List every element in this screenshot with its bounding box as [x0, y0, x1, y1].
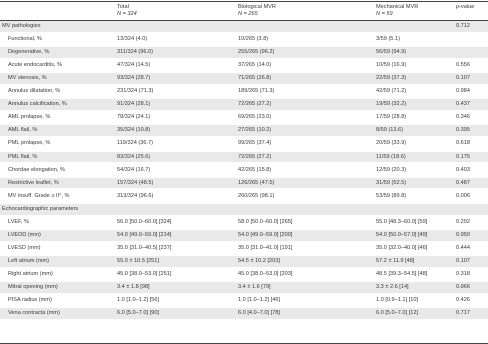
cell-mechanical: 3.3 ± 2.6 [14] — [376, 284, 409, 290]
cell-pvalue: 0.712 — [456, 23, 470, 29]
table-row — [0, 138, 488, 149]
cell-mechanical: 55.0 [48.3–60.0] [59] — [376, 218, 428, 225]
cell-biological: 71/265 (26.8) — [238, 75, 272, 82]
cell-biological: 189/265 (71.3) — [238, 88, 275, 95]
row-label: Annulus dilatation, % — [8, 88, 61, 95]
row-label: Chordae elongation, % — [8, 166, 65, 173]
cell-pvalue: 0.395 — [456, 127, 470, 134]
cell-biological: 45.0 [38.0–53.0] [203] — [238, 270, 293, 277]
cell-mechanical: 35.0 [32.0–40.0] [46] — [376, 244, 428, 251]
cell-total: 56.0 [50.0–60.0] [324] — [117, 218, 172, 225]
cell-total: 119/324 (36.7) — [117, 140, 153, 147]
cell-total: 13/324 (4.0) — [117, 36, 148, 43]
cell-total: 1.0 [1.0–1.2] [56] — [117, 297, 159, 304]
cell-pvalue: 0.444 — [456, 244, 470, 251]
header-total — [117, 4, 137, 18]
cell-biological: 42/265 (15.8) — [238, 166, 272, 173]
row-label: MV insuff. Grade ≥ II°, % — [8, 192, 70, 199]
row-label: PISA radius (mm) — [8, 297, 52, 304]
row-label: Mitral opening (mm) — [8, 284, 58, 290]
row-label: Right atrium (mm) — [8, 270, 53, 277]
cell-total: 157/324 (48.5) — [117, 179, 154, 186]
cell-total: 55.0 ± 10.5 [251] — [117, 257, 159, 264]
cell-mechanical: 53/59 (89.8) — [376, 192, 407, 199]
cell-biological: 255/265 (96.2) — [238, 49, 275, 56]
cell-pvalue: 0.984 — [456, 88, 470, 95]
cell-biological: 6.0 [4.0–7.0] [78] — [238, 310, 280, 317]
row-label: Functional, % — [8, 36, 42, 43]
table-row — [0, 60, 488, 71]
header-mech — [376, 4, 418, 18]
cell-biological: 260/265 (98.1) — [238, 192, 275, 199]
cell-total: 78/324 (24.1) — [117, 114, 151, 121]
cell-pvalue: 0.950 — [456, 231, 470, 238]
table-row — [0, 295, 488, 306]
cell-biological: 69/265 (23.0) — [238, 114, 272, 121]
cell-pvalue: 0.318 — [456, 270, 470, 277]
cell-total: 35/324 (10.8) — [117, 127, 151, 134]
cell-total: 311/324 (96.0) — [117, 49, 153, 56]
row-label: Left atrium (mm) — [8, 257, 50, 264]
cell-mechanical: 3/59 (5.1) — [376, 36, 400, 43]
cell-pvalue: 0.175 — [456, 153, 470, 160]
table-row — [0, 178, 488, 189]
cell-mechanical: 31/59 (52.5) — [376, 179, 407, 186]
cell-pvalue: 0.556 — [456, 62, 470, 69]
cell-mechanical: 56/59 (94.9) — [376, 49, 407, 56]
table-row — [0, 230, 488, 241]
cell-pvalue: 0.107 — [456, 75, 470, 82]
header-mech-title: Mechanical MVR — [376, 4, 419, 10]
table-row — [0, 21, 488, 32]
row-label: LVESD (mm) — [8, 244, 41, 251]
cell-mechanical: 48.5 [39.3–54.5] [48] — [376, 270, 428, 277]
cell-biological: 1.0 [1.0–1.2] [46] — [238, 297, 280, 304]
cell-pvalue: 0.006 — [456, 192, 470, 199]
table-row — [0, 125, 488, 136]
cell-biological: 126/265 (47.5) — [238, 179, 275, 186]
cell-total: 45.0 [38.0–53.0] [251] — [117, 270, 172, 277]
cell-pvalue: 0.618 — [456, 140, 470, 147]
cell-mechanical: 42/59 (71.2) — [376, 88, 407, 95]
cell-mechanical: 54.0 [50.0–57.0] [49] — [376, 231, 428, 238]
cell-mechanical: 1.0 [0.9–1.1] [10] — [376, 297, 418, 304]
cell-mechanical: 10/59 (16.9) — [376, 62, 407, 69]
cell-biological: 37/265 (14.0) — [238, 62, 272, 69]
row-label: Degenerative, % — [8, 49, 50, 56]
cell-pvalue: 0.426 — [456, 297, 470, 304]
table-row — [0, 73, 488, 84]
cell-biological: 99/265 (37.4) — [238, 140, 272, 147]
table-row — [0, 152, 488, 163]
cell-mechanical: 6.0 [5.0–7.0] [12] — [376, 310, 418, 317]
cell-total: 35.0 [31.0–40.5] [237] — [117, 244, 172, 251]
table-row — [0, 99, 488, 110]
cell-total: 91/324 (28.1) — [117, 101, 151, 108]
header-bio-n: N = 265 — [238, 11, 258, 17]
row-label: PML prolapse, % — [8, 140, 51, 147]
cell-pvalue: 0.346 — [456, 114, 470, 121]
table-row — [0, 34, 488, 45]
header-total-title: Total — [117, 4, 129, 10]
table-row — [0, 217, 488, 228]
table-row — [0, 243, 488, 254]
top-rule — [0, 1, 488, 2]
cell-biological: 72/265 (27.2) — [238, 101, 272, 108]
row-label: MV stenosis, % — [8, 75, 47, 82]
cell-total: 54/324 (16.7) — [117, 166, 151, 173]
row-label: MV pathologies — [2, 23, 41, 29]
row-label: Annulus calcification, % — [8, 101, 67, 108]
cell-total: 83/324 (25.6) — [117, 153, 151, 160]
row-label: Acute endocarditis, % — [8, 62, 63, 69]
cell-pvalue: 0.292 — [456, 218, 470, 225]
row-label: Echocardiographic parameters — [2, 205, 79, 212]
cell-mechanical: 22/59 (37.3) — [376, 75, 407, 82]
cell-total: 231/324 (71.3) — [117, 88, 154, 95]
cell-total: 313/324 (96.6) — [117, 192, 154, 199]
cell-pvalue: 0.966 — [456, 284, 470, 290]
row-label: Vena contracta (mm) — [8, 310, 60, 317]
cell-pvalue: 0.487 — [456, 179, 470, 186]
table-row — [0, 112, 488, 123]
header-mech-n: N = 59 — [376, 11, 393, 17]
cell-mechanical: 17/59 (28.8) — [376, 114, 407, 121]
cell-total: 6.0 [5.0–7.0] [90] — [117, 310, 159, 317]
cell-biological: 27/265 (10.2) — [238, 127, 272, 134]
cell-mechanical: 20/59 (33.9) — [376, 140, 407, 147]
cell-total: 3.4 ± 1.8 [98] — [117, 284, 150, 290]
row-label: Restrictive leaflet, % — [8, 179, 59, 186]
row-label: LVEF, % — [8, 218, 30, 225]
cell-mechanical: 19/59 (32.2) — [376, 101, 407, 108]
row-label: PML flail, % — [8, 153, 38, 160]
header-pvalue-label: p-value — [456, 4, 475, 10]
table-row — [0, 165, 488, 176]
cell-biological: 72/265 (27.2) — [238, 153, 272, 160]
cell-biological: 54.0 [49.0–59.0] [200] — [238, 231, 293, 238]
cell-pvalue: 0.403 — [456, 166, 470, 173]
cell-mechanical: 11/59 (18.6) — [376, 153, 406, 160]
cell-total: 54.0 [49.0–59.0] [214] — [117, 231, 172, 238]
table-row — [0, 191, 488, 202]
table-row — [0, 269, 488, 280]
header-pvalue — [456, 4, 474, 11]
table-row — [0, 47, 488, 58]
table-row — [0, 308, 488, 319]
cell-total: 93/324 (28.7) — [117, 75, 151, 82]
table-row — [0, 256, 488, 267]
row-label: AML flail, % — [8, 127, 38, 134]
cell-biological: 54.5 ± 10.2 [203] — [238, 257, 280, 264]
header-bio-title: Biological MVR — [238, 4, 276, 10]
cell-mechanical: 57.2 ± 11.9 [48] — [376, 257, 415, 264]
cell-biological: 35.0 [31.0–41.0] [191] — [238, 244, 293, 251]
header-total-n: N = 324 — [117, 11, 137, 17]
header-bio — [238, 4, 276, 18]
cell-biological: 3.4 ± 1.6 [79] — [238, 284, 271, 290]
row-label: AML prolapse, % — [8, 114, 51, 121]
cell-pvalue: 0.107 — [456, 257, 470, 264]
cell-pvalue: 0.437 — [456, 101, 470, 108]
cell-mechanical: 12/59 (20.3) — [376, 166, 407, 173]
cell-mechanical: 8/59 (13.6) — [376, 127, 404, 134]
table-row — [0, 204, 488, 215]
table-row — [0, 282, 488, 293]
cell-biological: 10/265 (3.8) — [238, 36, 269, 43]
table-row — [0, 86, 488, 97]
cell-pvalue: 0.717 — [456, 310, 470, 317]
row-label: LVEDD (mm) — [8, 231, 41, 238]
cell-biological: 58.0 [50.0–60.0] [265] — [238, 218, 293, 225]
cell-total: 47/324 (14.5) — [117, 62, 151, 69]
